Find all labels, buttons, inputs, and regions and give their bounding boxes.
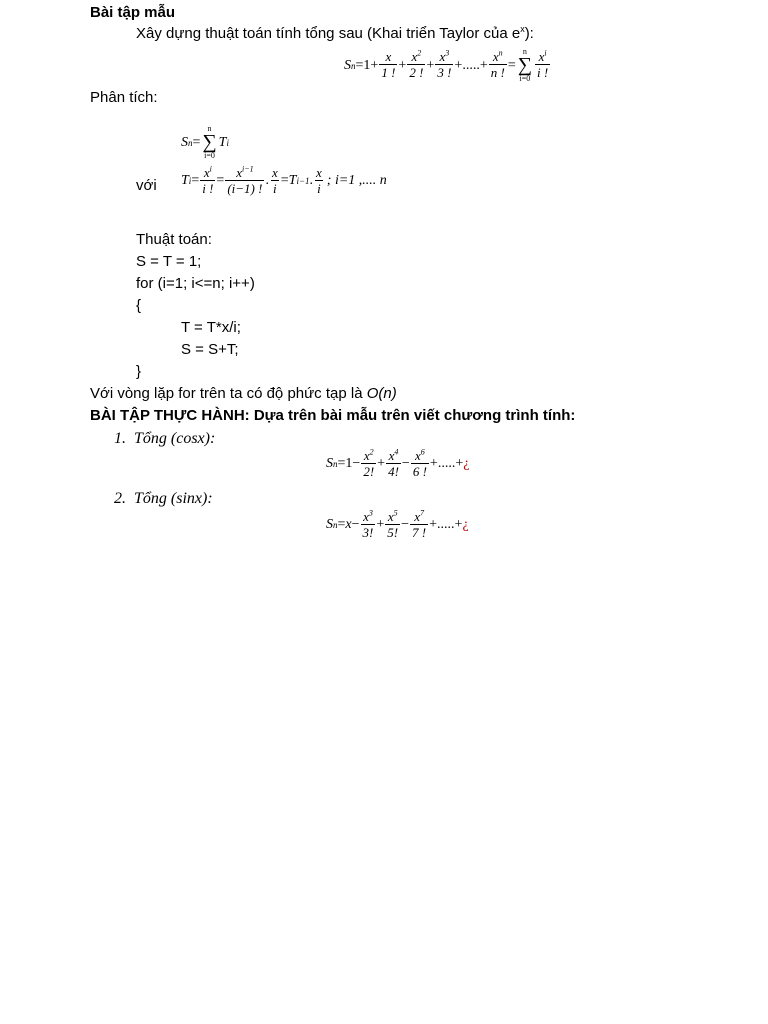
sym: + (370, 57, 379, 73)
sym: + (455, 456, 464, 472)
fraction (435, 50, 453, 81)
denominator: 2! (363, 464, 375, 480)
denominator: 7 ! (412, 525, 427, 541)
denominator: 2 ! (409, 65, 424, 81)
intro-text (136, 25, 534, 42)
sigma-icon: ∑ (202, 131, 217, 153)
sum-symbol (518, 48, 532, 83)
sym: ; i=1 ,.... n (326, 173, 387, 189)
complexity-value: O(n) (366, 385, 397, 402)
sym: + (454, 57, 463, 73)
sym: − (401, 456, 410, 472)
denominator: 1 ! (381, 65, 396, 81)
sym: 1 (363, 57, 371, 73)
fraction (407, 50, 425, 81)
intro-sup: x (520, 24, 525, 34)
sym: = (280, 173, 289, 189)
intro-main: Xây dựng thuật toán tính tổng sau (Khai triển Taylor của e (136, 25, 521, 42)
sym: . (265, 173, 269, 189)
exercise-number: 2. (114, 490, 126, 507)
numerator (361, 510, 375, 524)
sum-lower: i=0 (204, 151, 215, 160)
sum-lower: i=0 (519, 74, 531, 83)
sym: = (337, 517, 346, 533)
denominator: 6 ! (412, 464, 427, 480)
sym: S (326, 456, 333, 472)
sym: − (401, 517, 410, 533)
sym: = (192, 134, 201, 150)
sym: S (344, 57, 351, 73)
term-formula: T i = $\frac{x^i}{i !}$ = $\frac{x^{i-1}}{(i-1) !}$ . $\frac{x}{i}$ = T i−1 . $\frac{x}{i}$ ; i=1 ,.... n (181, 164, 387, 197)
numerator: x (385, 49, 392, 65)
fraction (361, 449, 376, 480)
sym: ¿ (463, 456, 470, 472)
sym: x (414, 448, 421, 463)
fraction (385, 510, 400, 541)
sym: + (429, 456, 438, 472)
sym: 4 (394, 447, 399, 457)
fraction (411, 449, 429, 480)
numerator (387, 449, 401, 463)
sum-upper: n (522, 47, 527, 56)
sym: T (288, 173, 297, 189)
denominator: 5! (387, 525, 399, 541)
fraction (535, 50, 550, 81)
sym: x (492, 49, 499, 65)
numerator (537, 50, 549, 64)
sym: x (387, 509, 394, 524)
fraction (314, 166, 324, 197)
sym: = (355, 57, 364, 73)
sym: ..... (437, 456, 456, 472)
sym: S (326, 517, 333, 533)
code-line: } (136, 363, 142, 380)
numerator: x (316, 165, 322, 180)
numerator (412, 510, 426, 524)
sym: + (454, 517, 463, 533)
sym: 6 (420, 447, 425, 457)
numerator (386, 510, 400, 524)
numerator (202, 166, 214, 180)
sym: ..... (462, 57, 480, 73)
with-label: với (136, 177, 157, 194)
complexity-note (90, 385, 397, 402)
denominator: i ! (536, 65, 549, 81)
sym: . (309, 173, 314, 189)
sym: = (216, 173, 225, 189)
sym: x (388, 448, 395, 463)
numerator (491, 50, 505, 64)
sym: x (411, 49, 418, 65)
fraction (386, 449, 401, 480)
numerator (409, 50, 423, 64)
sym: + (398, 57, 407, 73)
sym: − (351, 517, 360, 533)
sym: T (218, 134, 227, 150)
sym: + (377, 456, 386, 472)
sym: x (345, 517, 352, 533)
sym: x (439, 49, 446, 65)
sym: 3 (368, 508, 373, 518)
sym: T (181, 173, 189, 189)
fraction (379, 50, 397, 81)
analysis-label: Phân tích: (90, 89, 158, 106)
sym: 5 (393, 508, 398, 518)
sym: S (181, 134, 188, 150)
fraction (225, 166, 264, 197)
sym: 3 (445, 48, 450, 58)
fraction (200, 166, 215, 197)
sym: 2 (417, 48, 422, 58)
denominator: n ! (490, 65, 505, 81)
numerator (413, 449, 427, 463)
numerator (437, 50, 451, 64)
sym: ¿ (462, 517, 469, 533)
sum-formula: S n = n ∑ i=0 T i (181, 124, 229, 160)
denominator: 4! (388, 464, 399, 480)
sym: + (479, 57, 488, 73)
code-line: for (i=1; i<=n; i++) (136, 275, 255, 292)
cos-formula: S n = 1 − $\frac{x^2}{2!}$ + $\frac{x^4}{4!}$ − $\frac{x^6}{6 !}$ + ..... + ¿ (326, 447, 470, 480)
sym: + (376, 517, 385, 533)
sym: − (352, 456, 361, 472)
sigma-icon: ∑ (517, 54, 532, 76)
numerator: x (271, 165, 278, 180)
sym: 7 (419, 508, 424, 518)
sym: 2 (369, 447, 374, 457)
code-line: { (136, 297, 142, 314)
sym: x (236, 165, 242, 180)
taylor-formula: S n = 1 + $\frac{x}{1 !}$ + $\frac{x^2}{2 !}$ + $\frac{x^3}{3 !}$ + ..... + $\frac{x^n}{n !}$ = n ∑ i=0 $\frac{x^i}{i !}$ (344, 47, 549, 83)
sym: 1 (345, 456, 353, 472)
sym: n (498, 48, 503, 58)
sin-formula: S n = x − $\frac{x^3}{3!}$ + $\frac{x^5}{5!}$ − $\frac{x^7}{7 !}$ + ..... + ¿ (326, 508, 469, 541)
exercise-1 (114, 430, 215, 448)
sym: x (363, 509, 369, 524)
sym: ..... (437, 517, 455, 533)
sym: = (337, 456, 346, 472)
denominator: i (317, 181, 321, 197)
denominator: 3! (362, 525, 374, 541)
sym: x (538, 49, 545, 65)
exercise-number: 1. (114, 430, 126, 447)
complexity-text: Với vòng lặp for trên ta có độ phức tạp là (90, 385, 367, 402)
algorithm-title: Thuật toán: (136, 231, 212, 248)
sym: + (426, 57, 435, 73)
exercise-label: Tổng (cosx): (134, 430, 216, 447)
fraction (361, 510, 376, 541)
exercise-label: Tổng (sinx): (134, 490, 213, 507)
denominator: i ! (202, 181, 214, 197)
sym: x (363, 448, 370, 463)
code-line: S = T = 1; (136, 253, 202, 270)
practice-title: BÀI TẬP THỰC HÀNH: Dựa trên bài mẫu trên viết chương trình tính: (90, 407, 576, 424)
sym: = (507, 57, 516, 73)
code-line: T = T*x/i; (181, 319, 241, 336)
sym: i−1 (241, 164, 254, 174)
numerator (362, 449, 376, 463)
exercise-2 (114, 490, 213, 508)
sym: x (414, 509, 420, 524)
sum-upper: n (207, 124, 212, 133)
sum-symbol (202, 125, 216, 160)
denominator: 3 ! (437, 65, 452, 81)
denominator: (i−1) ! (227, 181, 263, 197)
sym: i (209, 164, 212, 174)
heading: Bài tập mẫu (90, 4, 176, 21)
fraction (270, 166, 280, 197)
sym: x (203, 165, 210, 180)
fraction (489, 50, 507, 81)
sym: + (429, 517, 438, 533)
intro-end: ): (524, 25, 534, 42)
code-line: S = S+T; (181, 341, 239, 358)
denominator: i (273, 181, 277, 197)
sym: = (191, 173, 200, 189)
fraction (410, 510, 428, 541)
sym: i (544, 48, 547, 58)
numerator (234, 166, 255, 180)
